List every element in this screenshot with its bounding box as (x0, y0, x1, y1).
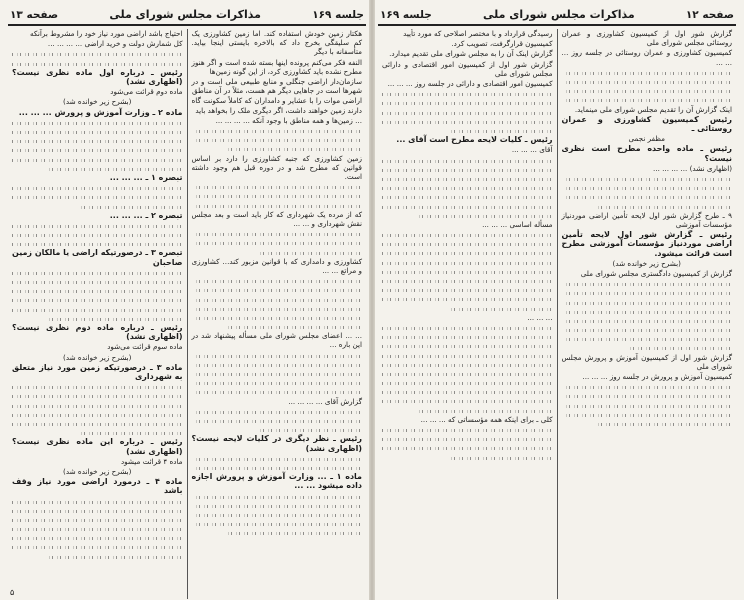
paragraph: ماده دوم قرائت می‌شود (110, 87, 183, 97)
speaker-label: رئیس ـ درباره ماده دوم نظری نیست؟ (اظهاری نشد) (12, 322, 183, 342)
text-line (12, 221, 183, 230)
text-line (562, 192, 733, 201)
text-line (226, 144, 362, 153)
text-line (192, 295, 363, 304)
paragraph: گزارش شور اول از کمیسیون کشاورزی و عمران روستائی مجلس شورای ملی (561, 29, 732, 48)
text-line (382, 425, 553, 434)
paragraph: سازمان‌دار اراضی جنگلی و منابع طبیعی ملی است و در شهرها است در جاهایی دیگر هم هست، مثلاً در آن مناطق (191, 77, 362, 96)
text-line (192, 201, 363, 210)
speaker-label: ماده ۳ ـ درصورتیکه زمین مورد نیاز متعلق به شهرداری (12, 362, 183, 381)
text-line (192, 238, 363, 247)
text-line (382, 192, 553, 201)
text-line (562, 77, 733, 86)
text-line (382, 276, 553, 285)
text-line (382, 183, 553, 192)
right-header-session: جلسه ۱۶۹ (380, 9, 432, 21)
text-line (192, 378, 363, 387)
right-page-header (378, 8, 736, 26)
text-line (382, 378, 553, 387)
paragraph (12, 248, 183, 266)
text-line (382, 294, 553, 303)
text-line (192, 135, 363, 144)
paragraph: گزارش از کمیسیون دادگستری مجلس شورای ملی (580, 268, 732, 278)
left-page-header (8, 8, 366, 26)
speaker-label: رئیس ـ ماده واحده مطرح است نظری نیست؟ (561, 144, 732, 163)
paragraph: ماده ۴ قرائت میشود (120, 456, 183, 466)
text-line (12, 497, 183, 506)
text-line (12, 155, 183, 164)
paragraph: کمیسیون آموزش و پرورش در جلسه روز ... ... ... (582, 372, 732, 382)
stage-direction: (بشرح زیر خوانده شد) (63, 352, 132, 362)
paragraph (12, 363, 183, 381)
text-line (12, 305, 183, 314)
stage-direction: (بشرح زیر خوانده شد) (612, 258, 681, 268)
paragraph: آقای ... ... ... (511, 145, 553, 155)
text-line (12, 49, 183, 58)
text-line (256, 248, 362, 257)
text-line (12, 401, 183, 410)
text-line (382, 230, 553, 239)
text-line (382, 360, 553, 369)
speaker-label: تبصره ۲ ـ ... ... ... (109, 210, 183, 220)
text-line (12, 524, 183, 533)
paragraph: ... زمین‌ها و همه مناطق با وجود آنکه ... ... ... ... (215, 115, 362, 125)
text-line (192, 501, 363, 510)
paragraph: اراضی موات را با عشایر و دامداران که کاملاً سکونت گاه دارند زمین خواهند داشت، اگر دیگری ملک را بخواهد باید (191, 96, 362, 115)
text-line (447, 304, 553, 313)
paragraph: کمیسیون قرارگرفت، تصویب کرد. (451, 39, 553, 49)
speaker-label: رئیس ـ گزارش شور اول لایحه تأمین اراضی موردنیاز مؤسسات آموزشی مطرح است قرائت میشود. (561, 230, 732, 258)
text-line (382, 387, 553, 396)
text-line (12, 183, 183, 192)
text-line (562, 183, 733, 192)
text-line (226, 528, 362, 537)
text-line (562, 382, 733, 391)
text-line (562, 298, 733, 307)
speaker-label: ماده ۲ ـ وزارت آموزش و پرورش ... ... ... (18, 107, 183, 117)
paragraph (12, 323, 183, 341)
text-line (382, 117, 553, 126)
text-line (12, 410, 183, 419)
text-line (192, 276, 363, 285)
text-line (12, 382, 183, 391)
text-line (382, 165, 553, 174)
text-line (192, 285, 363, 294)
text-line (192, 126, 363, 135)
text-line (192, 510, 363, 519)
text-line (192, 492, 363, 501)
text-line (382, 434, 553, 443)
paragraph (12, 437, 183, 455)
text-line (12, 515, 183, 524)
text-line (562, 174, 733, 183)
text-line (77, 428, 183, 437)
text-line (12, 192, 183, 201)
paragraph: کل شمارش دولت و خرید اراضی ... ... ... ... (47, 39, 183, 49)
text-line (382, 351, 553, 360)
paragraph (562, 115, 733, 133)
paragraph: کلی ـ برای اینکه همه مؤسساتی که ... ... ... (420, 414, 553, 424)
text-line (12, 136, 183, 145)
text-line (382, 323, 553, 332)
paragraph (192, 472, 363, 490)
text-line (382, 174, 553, 183)
text-line (192, 360, 363, 369)
text-line (12, 268, 183, 277)
text-line (12, 59, 183, 68)
text-line (562, 325, 733, 334)
text-line (12, 295, 183, 304)
paragraph (12, 477, 183, 495)
paragraph (562, 230, 733, 258)
paragraph (192, 434, 363, 452)
paragraph: هکتار زمین خودش استفاده کند. اما زمین کشاورزی یک کم سلیقگی بخرج داد که بالاخره بایستی اینجا بیاید. متأسفانه با دیگر (191, 29, 362, 57)
text-line (192, 191, 363, 200)
text-line (382, 89, 553, 98)
text-line (562, 86, 733, 95)
text-line (46, 314, 182, 323)
text-line (12, 419, 183, 428)
left-page-col-right (188, 29, 367, 599)
text-line (382, 258, 553, 267)
text-line (12, 286, 183, 295)
text-line (12, 277, 183, 286)
text-line (12, 533, 183, 542)
text-line (562, 410, 733, 419)
text-line (447, 453, 553, 462)
speaker-label: رئیس کمیسیون کشاورزی و عمران روستائی ـ (561, 114, 732, 133)
text-line (562, 279, 733, 288)
text-line (382, 98, 553, 107)
text-line (12, 230, 183, 239)
stage-direction: مظفر نجمی (628, 134, 665, 144)
paragraph: ... ... ... (527, 312, 553, 322)
paragraph (12, 211, 183, 220)
text-line (192, 304, 363, 313)
paragraph: که از مرده یک شهرداری که کار باید است و بعد مجلس نقش شهرداری و ... ... (191, 209, 362, 228)
speaker-label: ماده ۱ ـ ... وزارت آموزش و پرورش اجازه داده میشود ... ... (191, 472, 363, 491)
text-line (447, 126, 553, 135)
paragraph (12, 173, 183, 182)
text-line (382, 156, 553, 165)
speaker-label: رئیس ـ درباره این ماده نظری نیست؟ (اظهاری نشد) (12, 437, 183, 456)
paragraph: مسأله اساسی ... ... ... (482, 219, 553, 229)
speaker-label: رئیس ـ درباره اول ماده نظری نیست؟ (اظهاری نشد) (12, 67, 183, 86)
right-page-col-left (378, 29, 558, 599)
text-line (562, 307, 733, 316)
text-line (382, 443, 553, 452)
text-line (562, 288, 733, 297)
speaker-label: تبصره ۱ ـ ... ... ... (109, 172, 183, 182)
text-line (596, 202, 732, 211)
paragraph: گزارش اینک آن را به مجلس شورای ملی تقدیم میدارد. (389, 49, 553, 59)
paragraph: احتیاج باشد اراضی مورد نیاز خود را مشروط برآنکه (30, 29, 183, 38)
paragraph (382, 135, 553, 144)
paragraph: کشاورزی و دامداری که با قوانین مزبور کند... کشاورزی و مراتع ... ... (191, 256, 362, 275)
paragraph: ۹ ـ طرح گزارش شور اول لایحه تأمین اراضی موردنیاز مؤسسات آموزشی (561, 210, 732, 229)
paragraph: اینک گزارش آن را تقدیم مجلس شورای ملی مینماید. (574, 104, 732, 114)
text-line (562, 95, 733, 104)
text-line (192, 313, 363, 322)
left-header-page-number: صفحه ۱۳ (10, 9, 59, 21)
paragraph: النفه فکر می‌کنم پرونده اینها بسته شده است و اگر هنوز مطرح نشده باید کشاورزی کرد، از این گونه زمین‌ها (191, 57, 362, 76)
text-line (562, 391, 733, 400)
paragraph (12, 108, 183, 117)
text-line (382, 341, 553, 350)
text-line (12, 239, 183, 248)
text-line (226, 322, 362, 331)
speaker-label: رئیس ـ کلیات لایحه مطرح است آقای ... (396, 135, 553, 145)
paragraph: رسیدگی قرارداد و با مختصر اصلاحی که مورد تأیید (403, 29, 553, 38)
text-line (192, 387, 363, 396)
right-page-col-right (558, 29, 737, 599)
paragraph (12, 68, 183, 86)
paragraph: گزارش شور اول از کمیسیون امور اقتصادی و دارائی مجلس شورای ملی (382, 59, 553, 78)
left-page-col-left (8, 29, 188, 599)
text-line (77, 202, 183, 211)
text-line (12, 542, 183, 551)
left-header-title: مذاکرات مجلس شورای ملی (109, 8, 261, 21)
paragraph: گزارش شور اول از کمیسیون آموزش و پرورش مجلس شورای ملی (561, 352, 732, 371)
text-line (562, 316, 733, 325)
text-line (192, 369, 363, 378)
right-page (372, 0, 744, 600)
paragraph: کمیسیون امور اقتصادی و دارائی در جلسه روز ... ... ... (387, 79, 553, 89)
text-line (382, 239, 553, 248)
text-line (192, 229, 363, 238)
text-line (46, 552, 182, 561)
stage-direction: (بشرح زیر خوانده شد) (63, 97, 132, 107)
text-line (12, 118, 183, 127)
paragraph: گزارش آقای ... ... ... ... (288, 396, 362, 406)
text-line (12, 391, 183, 400)
text-line (192, 454, 363, 463)
text-line (382, 108, 553, 117)
paragraph: ماده سوم قرائت می‌شود (107, 342, 183, 352)
paragraph: کمیسیون کشاورزی و عمران روستائی در جلسه روز ... ... ... (561, 48, 732, 67)
text-line (562, 401, 733, 410)
text-line (382, 369, 553, 378)
paragraph: زمین کشاورزی که جنبه کشاورزی را دارد بر اساس قوانین که مطرح شد و در دوره قبل هم وجود داشته است. (191, 153, 362, 181)
text-line (626, 343, 732, 352)
text-line (382, 332, 553, 341)
text-line (562, 334, 733, 343)
text-line (12, 506, 183, 515)
text-line (562, 68, 733, 77)
speaker-label: تبصره ۳ ـ درصورتیکه اراضی یا مالکان زمین صاحبان (12, 248, 183, 267)
text-line (382, 285, 553, 294)
text-line (382, 248, 553, 257)
paragraph (562, 144, 733, 162)
text-line (192, 407, 363, 416)
text-line (192, 416, 363, 425)
speaker-label: ماده ۴ ـ درمورد اراضی مورد نیاز وقف باشد (12, 477, 183, 496)
text-line (12, 145, 183, 154)
text-line (192, 351, 363, 360)
paragraph: (اظهاری نشد) ... ... ... ... (653, 163, 732, 173)
text-line (382, 396, 553, 405)
text-line (46, 164, 182, 173)
right-header-title: مذاکرات مجلس شورای ملی (483, 8, 635, 21)
text-line (192, 519, 363, 528)
left-page-columns (8, 29, 366, 599)
text-line (382, 267, 553, 276)
right-header-page-number: صفحه ۱۲ (685, 9, 734, 21)
text-line (382, 202, 553, 211)
text-line (596, 419, 732, 428)
text-line (256, 425, 362, 434)
stage-direction: (بشرح زیر خوانده شد) (63, 466, 132, 476)
text-line (416, 211, 552, 220)
text-line (192, 463, 363, 472)
speaker-label: رئیس ـ نظر دیگری در کلیات لایحه نیست؟ (اظهاری نشد) (191, 434, 362, 453)
text-line (416, 406, 552, 415)
right-page-columns (378, 29, 736, 599)
text-line (192, 182, 363, 191)
left-header-session: جلسه ۱۶۹ (312, 9, 364, 21)
paragraph: ... ... اعضای مجلس شورای ملی مسأله پیشنهاد شد در این باره ... (191, 331, 362, 350)
left-footer-number: ۵ (10, 588, 15, 597)
text-line (12, 127, 183, 136)
